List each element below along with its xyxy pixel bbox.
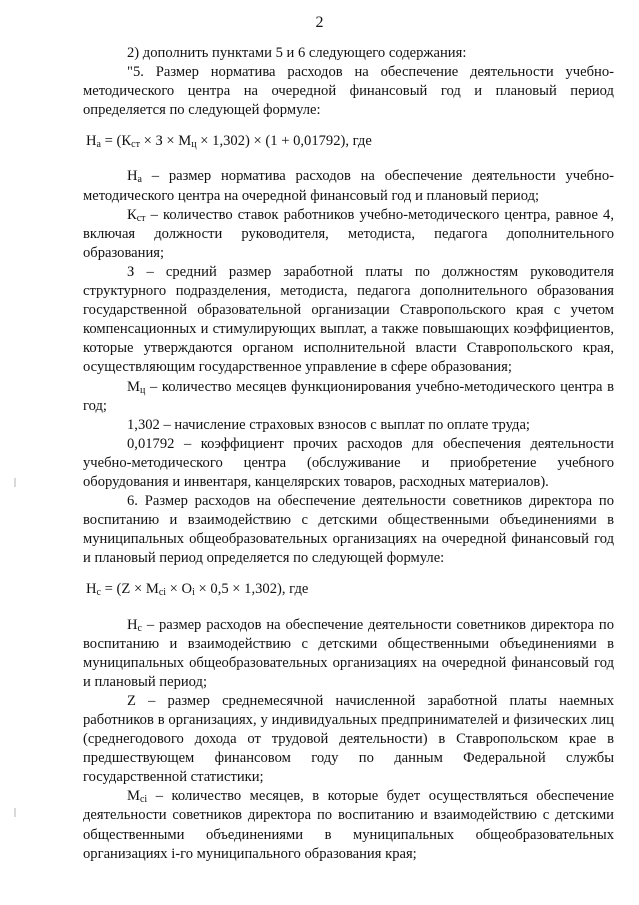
definition-nc: $Н_с$ – размер расходов на обеспечение деятельности советников директора по воспитанию и взаимодействию с детскими общественными объединениями в муниципальных общеобразовательных организациях на очередной финансовый год и плановый период; [83, 616, 614, 690]
document-body [83, 44, 614, 864]
definition-1302: 1,302 – начисление страховых взносов с выплат по оплате труда; [127, 416, 530, 433]
margin-mark [14, 808, 16, 817]
item6-lead: 6. Размер расходов на обеспечение деятельности советников директора по воспитанию и взаимодействию с детскими общественными объединениями в муниципальных общеобразовательных организациях на очередной финансовый год и плановый период определяется по следующей формуле: [83, 493, 614, 567]
definition-001792: 0,01792 – коэффициент прочих расходов для обеспечения деятельности учебно-методического центра (обслуживание и приобретение учебного оборудования и инвентаря, канцелярских товаров, расходных материалов). [83, 435, 614, 490]
definition-zz: Z – размер среднемесячной начисленной заработной платы наемных работников в организациях, у индивидуальных предпринимателей и физических лиц (среднегодового дохода от трудовой деятельности) в Ставропольском крае в предшествующем финансовом году по данным Федеральной службы государственной статистики; [83, 692, 614, 786]
definition-z: З – средний размер заработной платы по должностям руководителя структурного подразделения, методиста, педагога дополнительного образования государственной образовательной организации Ставропольского края с учетом компенсационных и стимулирующих выплат, а также повышающих коэффициентов, которые утверждаются органом исполнительной власти Ставропольского края, осуществляющим государственное управление в сфере образования; [83, 263, 614, 376]
intro-paragraph: 2) дополнить пунктами 5 и 6 следующего содержания: [127, 45, 467, 61]
formula-item5: $Н_а = (К_{ст} \times З \times М_ц \times 1,302) \times (1 + 0,01792)$, где [86, 133, 372, 151]
definition-kst: $К_{ст}$ – количество ставок работников учебно-методического центра, равное 4, включая должности руководителя, методиста, педагога дополнительного образования; [83, 206, 614, 261]
page-number: 2 [315, 14, 324, 31]
formula-item6: $Н_с = (Z \times M_{ci} \times O_i \times 0,5 \times 1,302)$, где [86, 581, 309, 599]
definition-mci: $M_{ci}$ – количество месяцев, в которые будет осуществляться обеспечение деятельности советников директора по воспитанию и взаимодействию с детскими общественными объединениями в муниципальных общеобразовательных организациях i-го муниципального образования края; [83, 788, 614, 862]
item5-lead: "5. Размер норматива расходов на обеспечение деятельности учебно-методического центра на очередной финансовый год и плановый период определяется по следующей формуле: [83, 64, 614, 119]
definition-na: $Н_а$ – размер норматива расходов на обеспечение деятельности учебно-методического центра на очередной финансовый год и плановый период; [83, 168, 614, 204]
definition-mts: $М_ц$ – количество месяцев функционирования учебно-методического центра в год; [83, 378, 614, 414]
margin-mark [14, 478, 16, 487]
